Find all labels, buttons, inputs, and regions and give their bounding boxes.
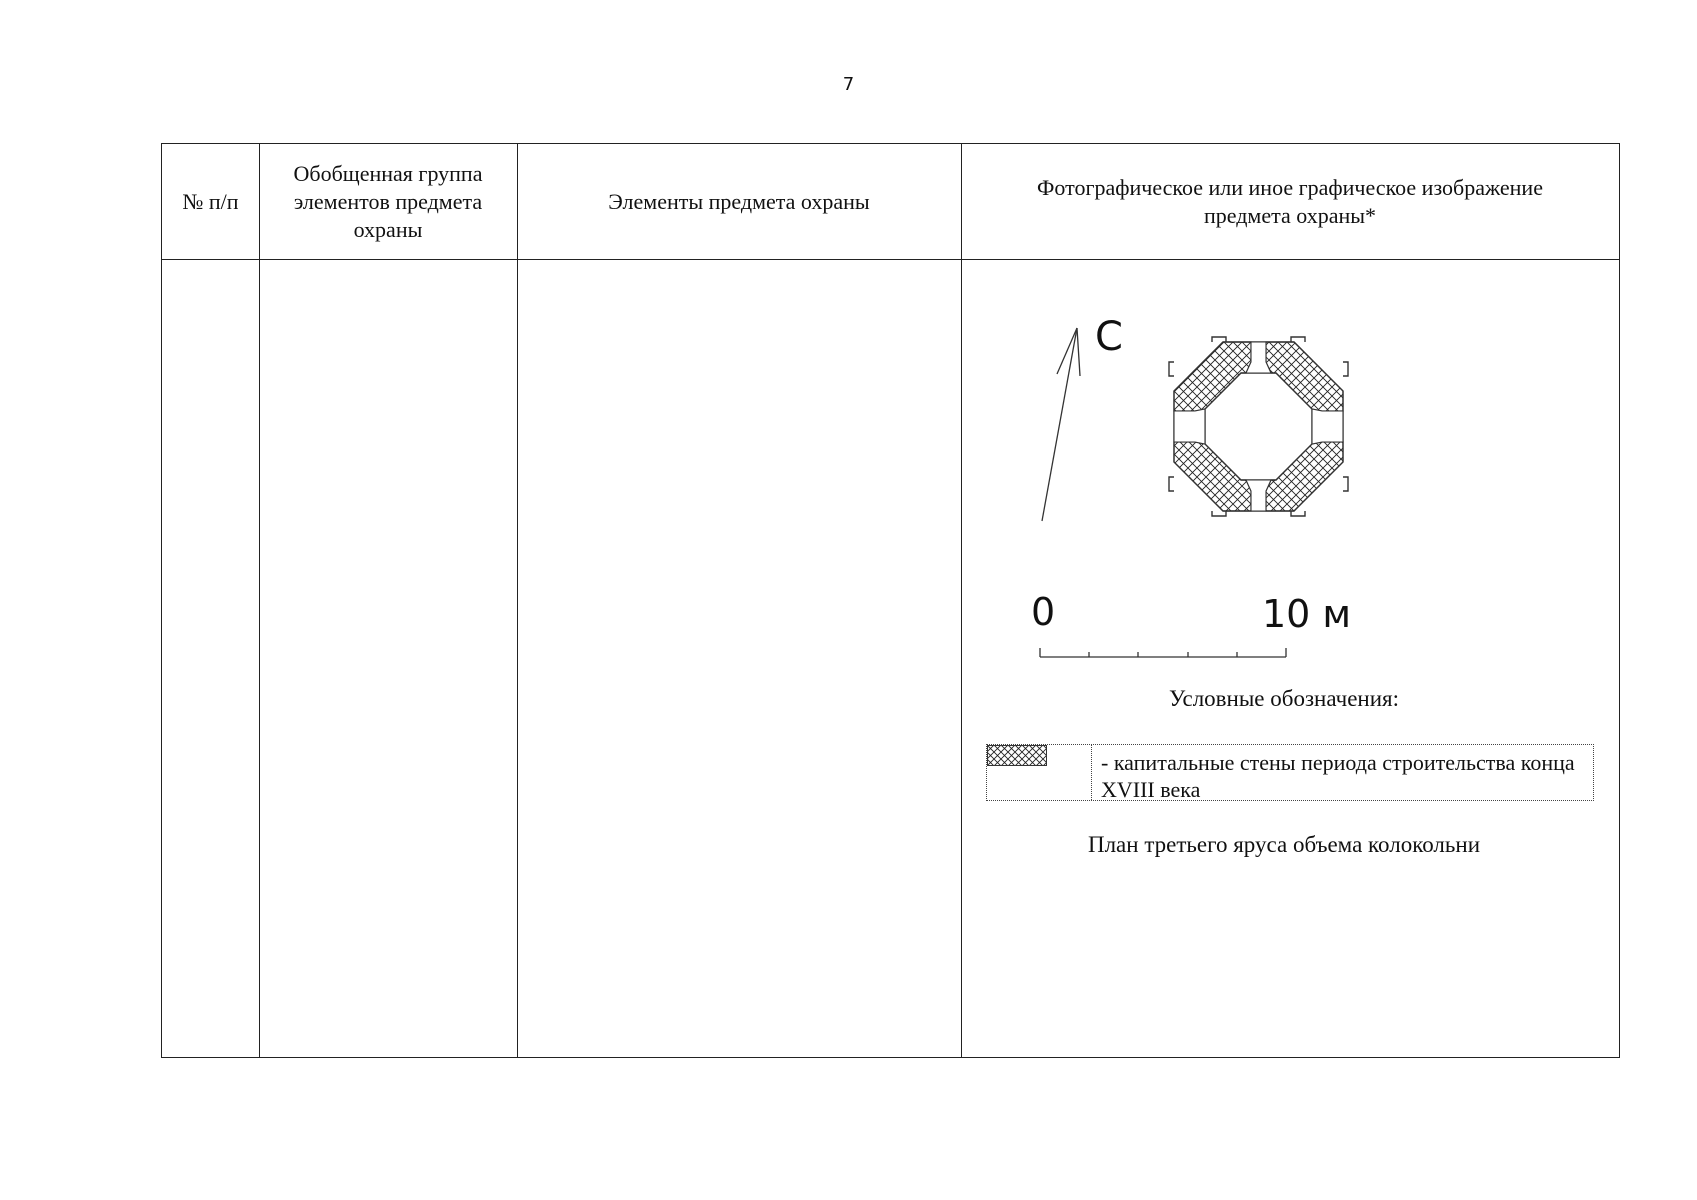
- crosshatch-swatch-icon: [987, 745, 1047, 766]
- legend-item-text: - капитальные стены периода строительства конца XVIII века: [1101, 750, 1575, 802]
- plan-svg: [960, 262, 1620, 712]
- north-label: С: [1095, 314, 1123, 360]
- header-image: Фотографическое или иное графическое изображение предмета охраны*: [1037, 174, 1543, 228]
- scale-end-label: 10 м: [1262, 592, 1352, 636]
- scale-bar: [1040, 648, 1286, 657]
- header-group: Обобщенная группа элементов предмета охраны: [293, 160, 483, 242]
- header-separator: [162, 259, 1619, 260]
- header-elements: Элементы предмета охраны: [608, 188, 870, 214]
- legend-swatch-cell: [987, 745, 1092, 800]
- column-divider: [259, 144, 260, 1057]
- page-number: 7: [842, 74, 855, 95]
- legend-title: Условные обозначения:: [1168, 686, 1400, 711]
- header-number: № п/п: [182, 188, 239, 214]
- column-divider: [517, 144, 518, 1057]
- legend-table: [986, 744, 1594, 801]
- plan-drawing: [960, 262, 1620, 1058]
- drawing-caption: План третьего яруса объема колокольни: [1087, 832, 1481, 857]
- scale-start-label: 0: [1031, 590, 1056, 634]
- north-arrow-icon: [1042, 328, 1080, 521]
